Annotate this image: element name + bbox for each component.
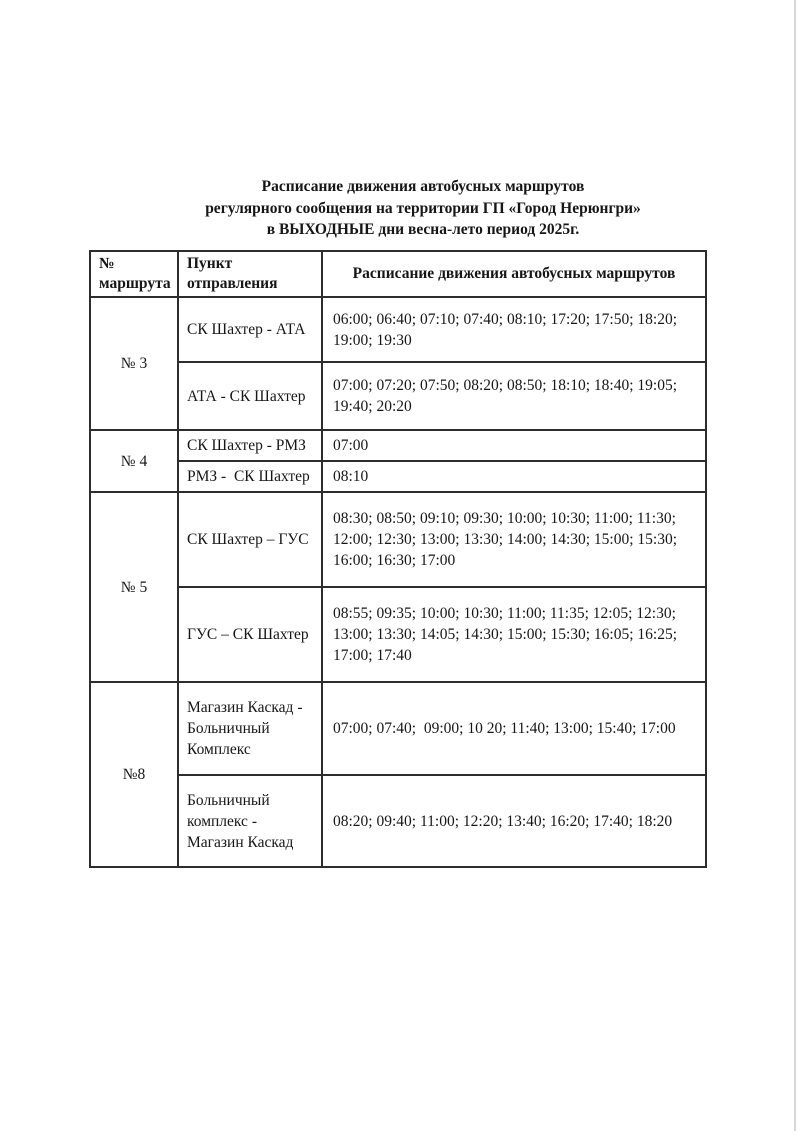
- header-route-number: № маршрута: [90, 251, 178, 297]
- origin-cell: Магазин Каскад - Больничный Комплекс: [178, 682, 322, 775]
- header-departure-point: Пункт отправления: [178, 251, 322, 297]
- header-timetable: Расписание движения автобусных маршрутов: [322, 251, 706, 297]
- route-number-8: №8: [90, 682, 178, 867]
- times-cell: 08:20; 09:40; 11:00; 12:20; 13:40; 16:20; 17:40; 18:20: [322, 775, 706, 867]
- scan-edge-artifact: [794, 0, 796, 1131]
- table-row: [90, 461, 706, 492]
- times-cell: 06:00; 06:40; 07:10; 07:40; 08:10; 17:20; 17:50; 18:20; 19:00; 19:30: [322, 297, 706, 362]
- table-row: [90, 430, 706, 461]
- times-cell: 08:30; 08:50; 09:10; 09:30; 10:00; 10:30; 11:00; 11:30; 12:00; 12:30; 13:00; 13:30; 14:00; 14:30; 15:00; 15:30; 16:00; 16:30; 17:00: [322, 492, 706, 587]
- origin-cell: СК Шахтер - АТА: [178, 297, 322, 362]
- title-line-1: Расписание движения автобусных маршрутов: [261, 178, 585, 195]
- table-row: [90, 297, 706, 362]
- table-row: [90, 587, 706, 682]
- times-cell: 08:55; 09:35; 10:00; 10:30; 11:00; 11:35; 12:05; 12:30; 13:00; 13:30; 14:05; 14:30; 15:00; 15:30; 16:05; 16:25; 17:00; 17:40: [322, 587, 706, 682]
- times-cell: 07:00: [322, 430, 706, 461]
- origin-cell: АТА - СК Шахтер: [178, 362, 322, 430]
- table-row: [90, 492, 706, 587]
- route-number-4: № 4: [90, 430, 178, 492]
- route-number-3: № 3: [90, 297, 178, 430]
- origin-cell: Больничный комплекс - Магазин Каскад: [178, 775, 322, 867]
- times-cell: 07:00; 07:40; 09:00; 10 20; 11:40; 13:00; 15:40; 17:00: [322, 682, 706, 775]
- origin-cell: СК Шахтер – ГУС: [178, 492, 322, 587]
- times-cell: 08:10: [322, 461, 706, 492]
- table-row: [90, 362, 706, 430]
- title-line-2: регулярного сообщения на территории ГП «Город Нерюнгри»: [205, 199, 641, 217]
- origin-cell: СК Шахтер - РМЗ: [178, 430, 322, 461]
- origin-cell: РМЗ - СК Шахтер: [178, 461, 322, 492]
- table-row: [90, 775, 706, 867]
- header-row: [90, 251, 706, 297]
- times-cell: 07:00; 07:20; 07:50; 08:20; 08:50; 18:10; 18:40; 19:05; 19:40; 20:20: [322, 362, 706, 430]
- origin-cell: ГУС – СК Шахтер: [178, 587, 322, 682]
- route-number-5: № 5: [90, 492, 178, 682]
- bus-schedule-table: [89, 250, 707, 868]
- title-line-3: в ВЫХОДНЫЕ дни весна-лето период 2025г.: [266, 221, 580, 238]
- document-title: [140, 176, 706, 241]
- table-row: [90, 682, 706, 775]
